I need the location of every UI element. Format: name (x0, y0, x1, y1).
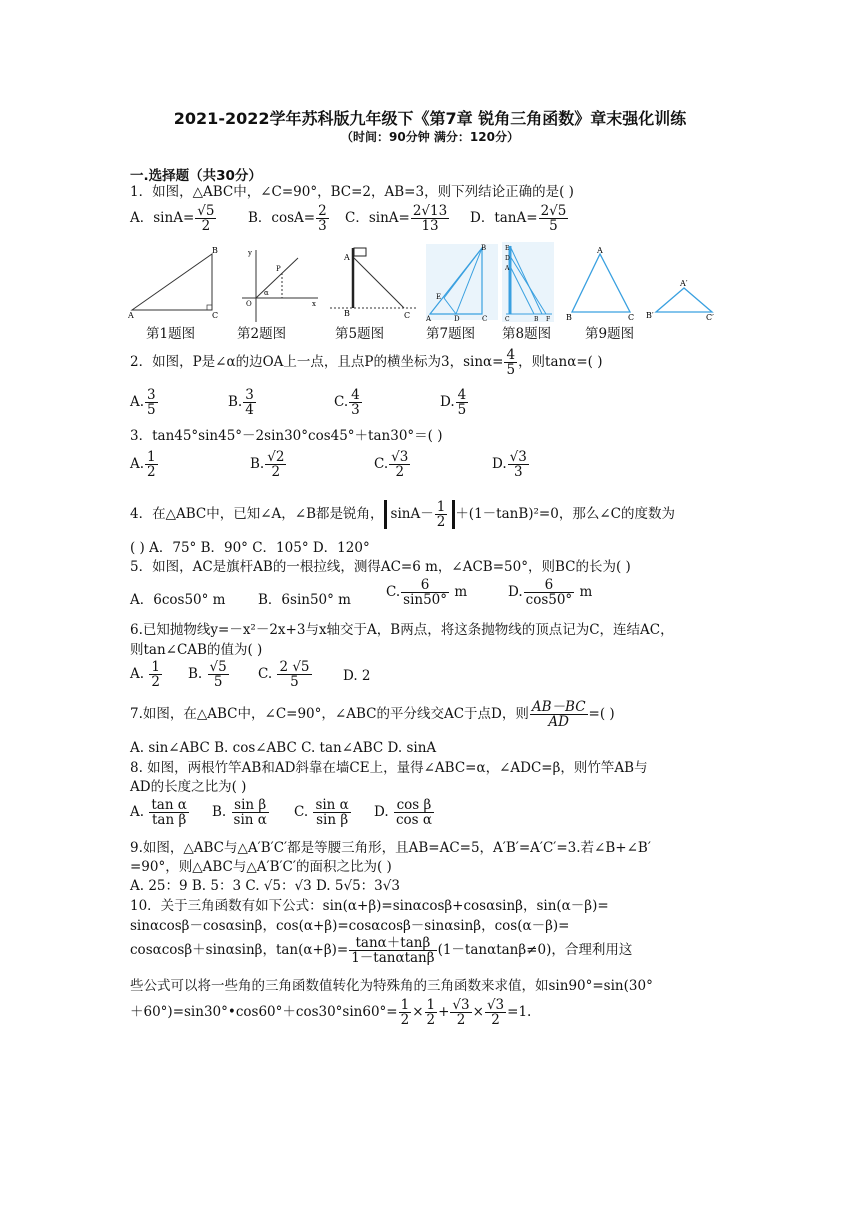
label-a: A (426, 315, 432, 322)
q5-stem: 5．如图，AC是旗杆AB的一根拉线，测得AC=6 m，∠ACB=50°，则BC的长为( ) (130, 559, 631, 575)
q8-stem-line2: AD的长度之比为( ) (130, 779, 247, 795)
q3-option-b: B. $\frac{√2}{2}$ (250, 449, 285, 480)
q10-line4: 些公式可以将一些角的三角函数值转化为特殊角的三角函数来求值，如sin90°=sin(30° (130, 978, 653, 994)
page-title: 2021-2022学年苏科版九年级下《第7章 锐角三角函数》章末强化训练 (173, 109, 687, 128)
figure-8 (502, 242, 554, 322)
q9-stem-line2: =90°，则△ABC与△A′B′C′的面积之比为( ) (130, 859, 392, 875)
q6-stem-line1: 6.已知抛物线y=－x²－2x+3与x轴交于A，B两点，将这条抛物线的顶点记为C，连结AC， (130, 622, 674, 638)
q2-option-b: B. $\frac{3}{4}$ (228, 387, 254, 418)
figure-2 (236, 246, 320, 324)
q6-option-b: B. $\frac{√5}{5}$ (188, 659, 227, 690)
q6-option-c: C. $\frac{2 √5}{5}$ (258, 659, 310, 690)
q3-stem: 3．tan45°sin45°－2sin30°cos45°＋tan30°＝( ) (130, 428, 443, 444)
caption-fig7: 第7题图 (426, 326, 476, 342)
label-b: B (344, 309, 350, 318)
label-b: B (212, 246, 218, 255)
label-b: B (534, 316, 539, 322)
caption-fig1: 第1题图 (146, 326, 196, 342)
label-p: P (276, 265, 281, 273)
label-a: A (505, 265, 510, 272)
q5-option-d: D. $\frac{6}{\cos 50^\circ}$ m (508, 577, 593, 608)
label-c: C (505, 316, 510, 322)
q7-options: A. sin∠ABC B. cos∠ABC C. tan∠ABC D. sinA (130, 740, 437, 756)
q5-option-b: B．6sin50° m (258, 592, 351, 608)
q3-option-d: D. $\frac{√3}{3}$ (492, 449, 527, 480)
label-c-prime: C′ (706, 313, 714, 320)
figure-7 (426, 244, 498, 322)
q4-options: ( ) A．75° B．90° C．105° D．120° (130, 540, 370, 556)
q1-stem: 1．如图，△ABC中，∠C=90°，BC=2，AB=3，则下列结论正确的是( ) (130, 184, 574, 200)
label-c: C (482, 315, 488, 322)
caption-fig2: 第2题图 (237, 326, 287, 342)
label-e: E (436, 293, 442, 301)
q8-option-d: D. $\frac{\text{cos β}}{\text{cos α}}$ (374, 797, 432, 828)
q6-stem-line2: 则tan∠CAB的值为( ) (130, 642, 263, 658)
label-alpha: α (264, 289, 269, 297)
label-e: E (505, 245, 510, 252)
q7-stem: 7.如图，在△ABC中，∠C=90°，∠ABC的平分线交AC于点D，则 $\frac{AB-BC}{AD}$ =( ) (130, 699, 615, 730)
label-c: C (404, 311, 411, 320)
q2-option-d: D. $\frac{4}{5}$ (440, 387, 467, 418)
section-heading: 一.选择题（共30分） (130, 168, 262, 184)
q10-line5: ＋60°)=sin30°•cos60°＋cos30°sin60°= $\frac{1}{2}$ × $\frac{1}{2}$ + $\frac{√3}{2}$ × $\frac{√3}{2}$ =1. (130, 997, 532, 1028)
caption-fig9: 第9题图 (585, 326, 635, 342)
q6-option-d: D. 2 (343, 668, 371, 684)
figure-9 (566, 246, 718, 320)
q1-option-b: B．cosA= $\frac{2}{3}$ (248, 203, 327, 234)
figure-5 (326, 242, 418, 320)
q3-option-c: C. $\frac{√3}{2}$ (374, 449, 409, 480)
q1-option-d: D．tanA= $\frac{2√5}{5}$ (470, 203, 567, 234)
q9-options: A. 25：9 B. 5：3 C. √5：√3 D. 5√5：3√3 (130, 878, 400, 894)
q1-option-a: A．sinA= $\frac{√5}{2}$ (130, 203, 215, 234)
label-b-prime: B′ (646, 311, 654, 320)
q10-line2: sinαcosβ－cosαsinβ，cos(α+β)=cosαcosβ－sinαsinβ，cos(α－β)= (130, 918, 570, 934)
q2-option-c: C. $\frac{4}{3}$ (334, 387, 360, 418)
page-subtitle: （时间：90分钟 满分：120分） (341, 130, 519, 144)
q2-option-a: A. $\frac{3}{5}$ (130, 387, 156, 418)
label-c: C (212, 311, 219, 320)
q2-stem: 2．如图，P是∠α的边OA上一点，且点P的横坐标为3，sinα= $\frac{4}{5}$ ，则tanα=( ) (130, 347, 603, 378)
q8-option-b: B. $\frac{\text{sin β}}{\text{sin α}}$ (212, 797, 267, 828)
q8-option-a: A. $\frac{\text{tan α}}{\text{tan β}}$ (130, 797, 187, 828)
q1-option-c: C．sinA= $\frac{2√13}{13}$ (345, 203, 448, 234)
q8-stem-line1: 8. 如图，两根竹竿AB和AD斜靠在墙CE上，量得∠ABC=α，∠ADC=β，则竹竿AB与 (130, 760, 648, 776)
label-a: A (344, 253, 350, 262)
q10-line1: 10．关于三角函数有如下公式：sin(α+β)=sinαcosβ+cosαsinβ，sin(α－β)= (130, 898, 609, 914)
label-o: O (246, 300, 252, 308)
label-f: F (546, 316, 551, 322)
q4-stem: 4．在△ABC中，已知∠A，∠B都是锐角， sinA－ $\frac{1}{2}$ ＋(1－tanB)²=0，那么∠C的度数为 (130, 499, 675, 530)
caption-fig8: 第8题图 (502, 326, 552, 342)
figure-1 (128, 246, 220, 320)
label-d: D (505, 255, 510, 262)
q3-option-a: A. $\frac{1}{2}$ (130, 449, 156, 480)
caption-fig5: 第5题图 (335, 326, 385, 342)
q9-stem-line1: 9.如图，△ABC与△A′B′C′都是等腰三角形，且AB=AC=5，A′B′=A′C′=3.若∠B+∠B′ (130, 840, 651, 856)
q5-option-c: C. $\frac{6}{\sin 50^\circ}$ m (386, 577, 468, 608)
label-d: D (454, 315, 460, 322)
q5-option-a: A．6cos50° m (130, 592, 226, 608)
label-c: C (628, 313, 635, 320)
label-y: y (248, 249, 252, 257)
label-b: B (566, 313, 572, 320)
q8-option-c: C. $\frac{\text{sin α}}{\text{sin β}}$ (294, 797, 349, 828)
q6-option-a: A. $\frac{1}{2}$ (130, 659, 160, 690)
label-x: x (312, 300, 316, 308)
label-a: A (128, 311, 134, 320)
label-a-prime: A′ (680, 279, 688, 288)
label-b: B (481, 244, 487, 252)
q10-line3: cosαcosβ＋sinαsinβ，tan(α+β)= $\frac{\tan\alpha+\tan\beta}{1-\tan\alpha\tan\beta}$ (1－tanαtanβ≠0)，合理利用这 (130, 935, 633, 966)
label-a: A (597, 246, 603, 255)
